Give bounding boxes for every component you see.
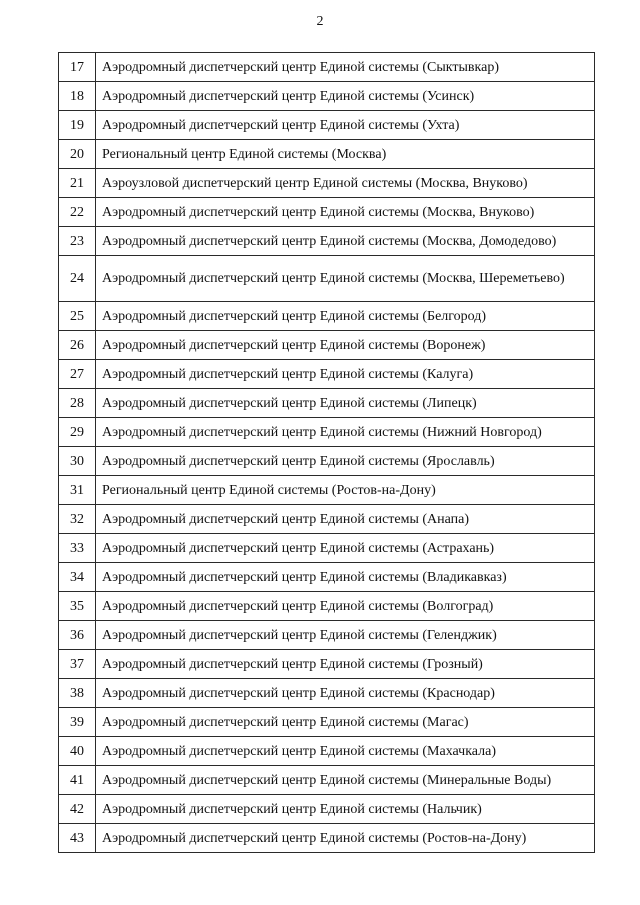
row-number: 39 bbox=[59, 708, 96, 737]
row-number: 34 bbox=[59, 563, 96, 592]
row-number: 30 bbox=[59, 447, 96, 476]
row-name: Аэродромный диспетчерский центр Единой системы (Ухта) bbox=[96, 111, 595, 140]
table-row bbox=[59, 198, 595, 227]
row-name: Аэродромный диспетчерский центр Единой системы (Ярославль) bbox=[96, 447, 595, 476]
row-name: Аэродромный диспетчерский центр Единой системы (Калуга) bbox=[96, 360, 595, 389]
row-name: Аэродромный диспетчерский центр Единой системы (Москва, Домодедово) bbox=[96, 227, 595, 256]
row-name: Аэродромный диспетчерский центр Единой системы (Нижний Новгород) bbox=[96, 418, 595, 447]
table-row bbox=[59, 708, 595, 737]
row-name: Аэродромный диспетчерский центр Единой системы (Анапа) bbox=[96, 505, 595, 534]
table-row bbox=[59, 505, 595, 534]
row-number: 33 bbox=[59, 534, 96, 563]
row-number: 27 bbox=[59, 360, 96, 389]
row-number: 43 bbox=[59, 824, 96, 853]
table-row bbox=[59, 650, 595, 679]
row-name: Аэродромный диспетчерский центр Единой системы (Москва, Внуково) bbox=[96, 198, 595, 227]
table-row bbox=[59, 53, 595, 82]
row-name: Аэроузловой диспетчерский центр Единой системы (Москва, Внуково) bbox=[96, 169, 595, 198]
row-number: 31 bbox=[59, 476, 96, 505]
table-row bbox=[59, 534, 595, 563]
table-row bbox=[59, 592, 595, 621]
row-name: Аэродромный диспетчерский центр Единой системы (Минеральные Воды) bbox=[96, 766, 595, 795]
table-row bbox=[59, 227, 595, 256]
row-name: Аэродромный диспетчерский центр Единой системы (Ростов-на-Дону) bbox=[96, 824, 595, 853]
table-row bbox=[59, 476, 595, 505]
row-name: Аэродромный диспетчерский центр Единой системы (Липецк) bbox=[96, 389, 595, 418]
row-name: Аэродромный диспетчерский центр Единой системы (Грозный) bbox=[96, 650, 595, 679]
row-name: Аэродромный диспетчерский центр Единой системы (Махачкала) bbox=[96, 737, 595, 766]
table-row bbox=[59, 169, 595, 198]
page-number: 2 bbox=[316, 14, 324, 29]
row-number: 41 bbox=[59, 766, 96, 795]
row-name: Аэродромный диспетчерский центр Единой системы (Магас) bbox=[96, 708, 595, 737]
table-row bbox=[59, 82, 595, 111]
row-number: 24 bbox=[59, 256, 96, 302]
row-name: Региональный центр Единой системы (Ростов-на-Дону) bbox=[96, 476, 595, 505]
table-row bbox=[59, 621, 595, 650]
table-row bbox=[59, 256, 595, 302]
table-row bbox=[59, 447, 595, 476]
table-row bbox=[59, 824, 595, 853]
row-name: Региональный центр Единой системы (Москва) bbox=[96, 140, 595, 169]
row-number: 28 bbox=[59, 389, 96, 418]
row-number: 32 bbox=[59, 505, 96, 534]
table-row bbox=[59, 111, 595, 140]
table-row bbox=[59, 360, 595, 389]
table-row bbox=[59, 795, 595, 824]
row-name: Аэродромный диспетчерский центр Единой системы (Владикавказ) bbox=[96, 563, 595, 592]
table-row bbox=[59, 389, 595, 418]
table-row bbox=[59, 737, 595, 766]
row-number: 25 bbox=[59, 302, 96, 331]
row-number: 19 bbox=[59, 111, 96, 140]
document-table bbox=[58, 52, 595, 853]
table-row bbox=[59, 418, 595, 447]
table-body bbox=[59, 53, 595, 853]
row-name: Аэродромный диспетчерский центр Единой системы (Астрахань) bbox=[96, 534, 595, 563]
table-row bbox=[59, 331, 595, 360]
table-row bbox=[59, 679, 595, 708]
row-number: 22 bbox=[59, 198, 96, 227]
row-number: 36 bbox=[59, 621, 96, 650]
row-number: 23 bbox=[59, 227, 96, 256]
row-number: 18 bbox=[59, 82, 96, 111]
row-name: Аэродромный диспетчерский центр Единой системы (Краснодар) bbox=[96, 679, 595, 708]
row-number: 37 bbox=[59, 650, 96, 679]
row-name: Аэродромный диспетчерский центр Единой системы (Белгород) bbox=[96, 302, 595, 331]
row-name: Аэродромный диспетчерский центр Единой системы (Волгоград) bbox=[96, 592, 595, 621]
row-number: 20 bbox=[59, 140, 96, 169]
table-row bbox=[59, 140, 595, 169]
row-number: 26 bbox=[59, 331, 96, 360]
row-name: Аэродромный диспетчерский центр Единой системы (Воронеж) bbox=[96, 331, 595, 360]
table-row bbox=[59, 766, 595, 795]
row-name: Аэродромный диспетчерский центр Единой системы (Москва, Шереметьево) bbox=[96, 256, 595, 302]
table-row bbox=[59, 302, 595, 331]
row-name: Аэродромный диспетчерский центр Единой системы (Усинск) bbox=[96, 82, 595, 111]
table-row bbox=[59, 563, 595, 592]
row-number: 35 bbox=[59, 592, 96, 621]
row-number: 40 bbox=[59, 737, 96, 766]
row-name: Аэродромный диспетчерский центр Единой системы (Нальчик) bbox=[96, 795, 595, 824]
row-number: 38 bbox=[59, 679, 96, 708]
row-number: 42 bbox=[59, 795, 96, 824]
row-number: 29 bbox=[59, 418, 96, 447]
row-number: 17 bbox=[59, 53, 96, 82]
row-name: Аэродромный диспетчерский центр Единой системы (Геленджик) bbox=[96, 621, 595, 650]
row-name: Аэродромный диспетчерский центр Единой системы (Сыктывкар) bbox=[96, 53, 595, 82]
row-number: 21 bbox=[59, 169, 96, 198]
